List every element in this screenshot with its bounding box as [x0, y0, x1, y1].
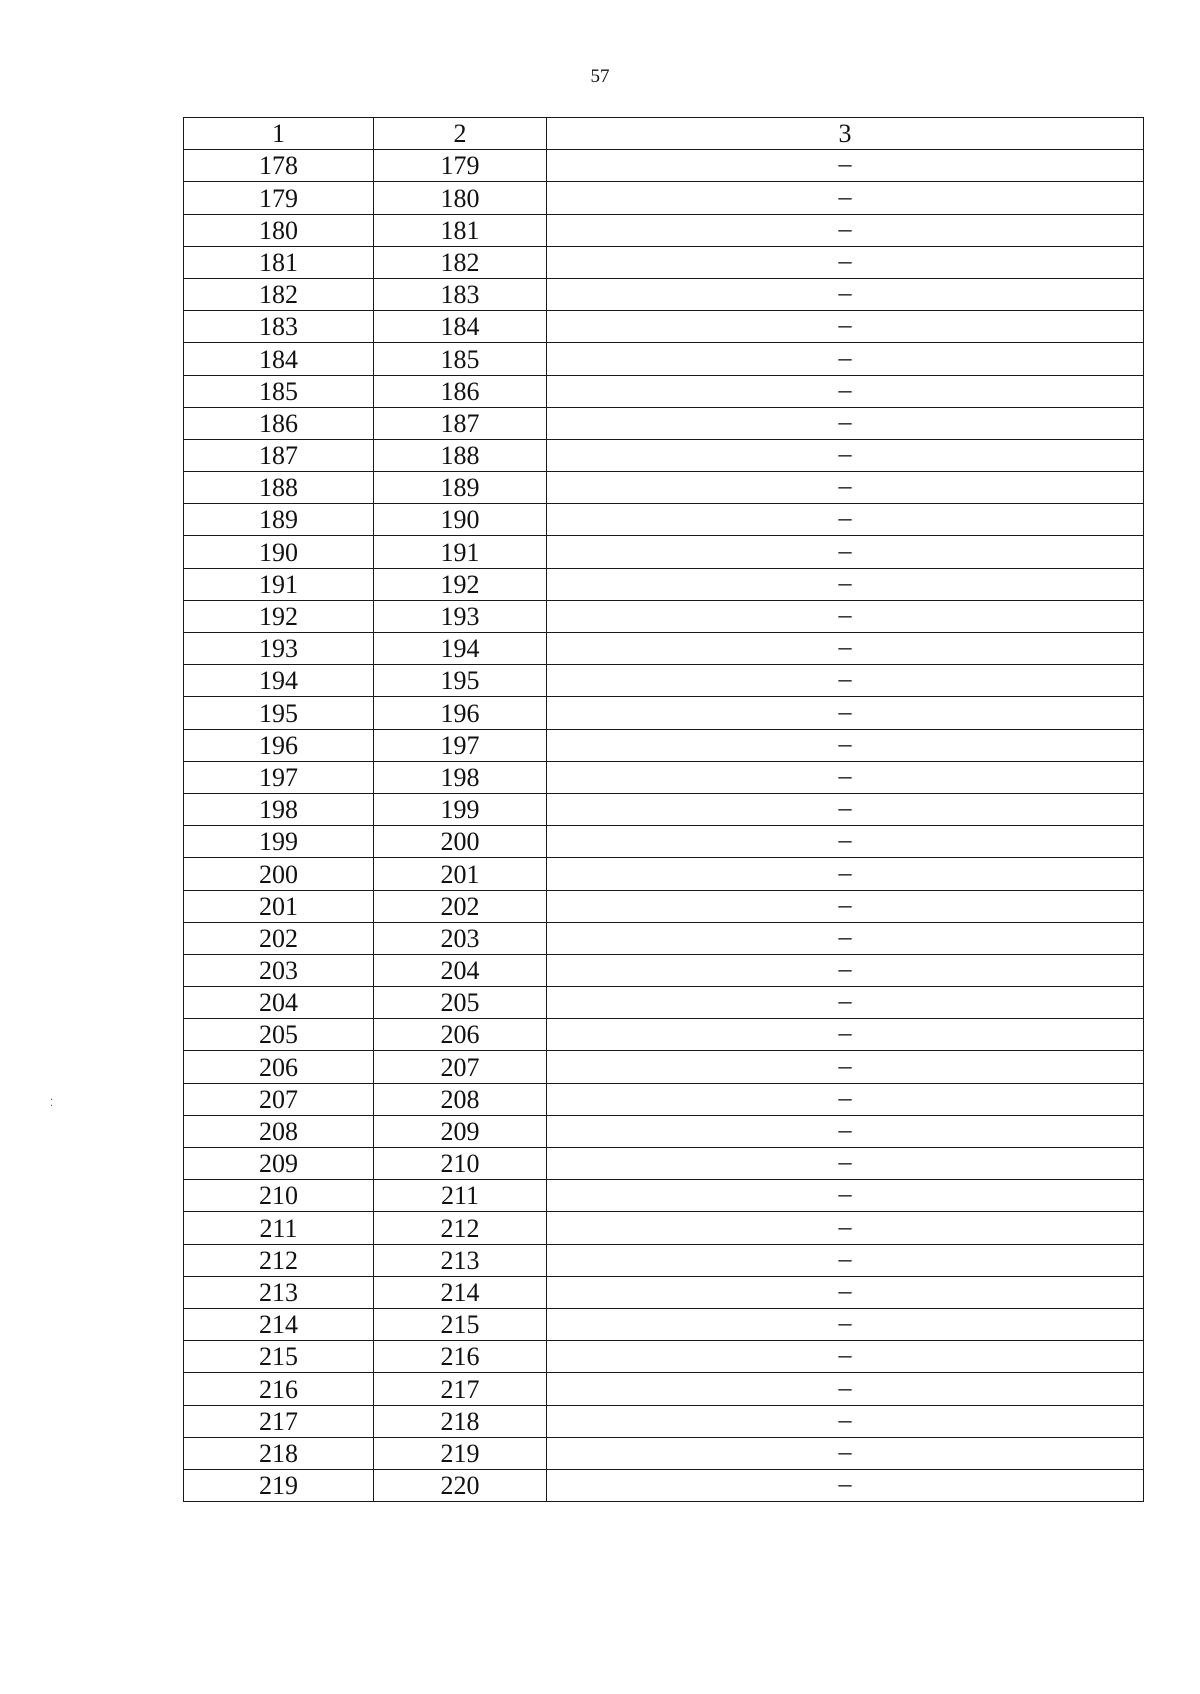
table-cell-col3 — [547, 536, 1144, 568]
table-row — [184, 182, 1144, 214]
table-cell-col3 — [547, 1244, 1144, 1276]
column-header-2: 2 — [374, 118, 547, 150]
table-row — [184, 1051, 1144, 1083]
table-cell-col2: 200 — [374, 826, 547, 858]
table-row — [184, 246, 1144, 278]
dash-mark: – — [838, 310, 852, 340]
table-cell-col2: 202 — [374, 890, 547, 922]
table-cell-col1: 185 — [184, 375, 374, 407]
table-cell-col2: 210 — [374, 1148, 547, 1180]
dash-mark: – — [838, 1179, 852, 1209]
table-cell-col2: 197 — [374, 729, 547, 761]
dash-mark: – — [838, 889, 852, 919]
dash-mark: – — [838, 1340, 852, 1370]
table-cell-col3 — [547, 890, 1144, 922]
dash-mark: – — [838, 728, 852, 758]
dash-mark: – — [838, 181, 852, 211]
table-cell-col3 — [547, 375, 1144, 407]
table-cell-col1: 182 — [184, 278, 374, 310]
table-cell-col1: 217 — [184, 1405, 374, 1437]
dash-mark: – — [838, 1372, 852, 1402]
table-cell-col2: 186 — [374, 375, 547, 407]
table-cell-col1: 189 — [184, 504, 374, 536]
table-cell-col2: 182 — [374, 246, 547, 278]
table-cell-col3 — [547, 407, 1144, 439]
table-row — [184, 665, 1144, 697]
table-cell-col3 — [547, 1469, 1144, 1501]
table-row — [184, 1308, 1144, 1340]
table-cell-col2: 204 — [374, 954, 547, 986]
table-cell-col3 — [547, 1115, 1144, 1147]
table-cell-col1: 201 — [184, 890, 374, 922]
table-cell-col2: 216 — [374, 1341, 547, 1373]
table-cell-col1: 200 — [184, 858, 374, 890]
table-row — [184, 1019, 1144, 1051]
table-cell-col2: 184 — [374, 311, 547, 343]
table-cell-col2: 212 — [374, 1212, 547, 1244]
dash-mark: – — [838, 1018, 852, 1048]
dash-mark: – — [838, 857, 852, 887]
table-row — [184, 1244, 1144, 1276]
table-cell-col2: 194 — [374, 633, 547, 665]
table-cell-col3 — [547, 922, 1144, 954]
table-row — [184, 568, 1144, 600]
dash-mark: – — [838, 374, 852, 404]
table-cell-col3 — [547, 1180, 1144, 1212]
table-cell-col1: 218 — [184, 1437, 374, 1469]
table-cell-col3 — [547, 697, 1144, 729]
dash-mark: – — [838, 213, 852, 243]
table-body — [184, 150, 1144, 1502]
dash-mark: – — [838, 149, 852, 179]
table-cell-col2: 179 — [374, 150, 547, 182]
dash-mark: – — [838, 278, 852, 308]
dash-mark: – — [838, 1243, 852, 1273]
table-row — [184, 633, 1144, 665]
table-row — [184, 214, 1144, 246]
dash-mark: – — [838, 664, 852, 694]
dash-mark: – — [838, 406, 852, 436]
table-cell-col1: 179 — [184, 182, 374, 214]
dash-mark: – — [838, 439, 852, 469]
table-cell-col2: 198 — [374, 761, 547, 793]
dash-mark: – — [838, 342, 852, 372]
dash-mark: – — [838, 1275, 852, 1305]
dash-mark: – — [838, 632, 852, 662]
dash-mark: – — [838, 825, 852, 855]
table-cell-col2: 218 — [374, 1405, 547, 1437]
table-cell-col3 — [547, 1276, 1144, 1308]
table-cell-col1: 186 — [184, 407, 374, 439]
table-cell-col3 — [547, 504, 1144, 536]
table-row — [184, 407, 1144, 439]
dash-mark: – — [838, 954, 852, 984]
table-cell-col3 — [547, 1405, 1144, 1437]
table-cell-col1: 193 — [184, 633, 374, 665]
table-row — [184, 1083, 1144, 1115]
table-cell-col1: 195 — [184, 697, 374, 729]
table-cell-col2: 215 — [374, 1308, 547, 1340]
table-cell-col1: 199 — [184, 826, 374, 858]
table-row — [184, 278, 1144, 310]
table-row — [184, 793, 1144, 825]
dash-mark: – — [838, 1436, 852, 1466]
table-row — [184, 922, 1144, 954]
table-cell-col2: 188 — [374, 439, 547, 471]
table-cell-col3 — [547, 954, 1144, 986]
table-cell-col1: 202 — [184, 922, 374, 954]
table-cell-col1: 198 — [184, 793, 374, 825]
table-cell-col2: 192 — [374, 568, 547, 600]
table-row — [184, 954, 1144, 986]
table-cell-col2: 180 — [374, 182, 547, 214]
table-row — [184, 697, 1144, 729]
dash-mark: – — [838, 1308, 852, 1338]
table-cell-col1: 211 — [184, 1212, 374, 1244]
table-cell-col2: 195 — [374, 665, 547, 697]
table-row — [184, 1276, 1144, 1308]
table-cell-col1: 212 — [184, 1244, 374, 1276]
table-cell-col1: 206 — [184, 1051, 374, 1083]
table-cell-col3 — [547, 761, 1144, 793]
table-row — [184, 504, 1144, 536]
dash-mark: – — [838, 696, 852, 726]
table-cell-col3 — [547, 1308, 1144, 1340]
table-cell-col3 — [547, 343, 1144, 375]
table-cell-col2: 185 — [374, 343, 547, 375]
table-row — [184, 472, 1144, 504]
table-row — [184, 150, 1144, 182]
table-cell-col3 — [547, 1341, 1144, 1373]
table-cell-col3 — [547, 729, 1144, 761]
table-cell-col1: 194 — [184, 665, 374, 697]
table-cell-col3 — [547, 600, 1144, 632]
header-row — [184, 118, 1144, 150]
table-cell-col1: 214 — [184, 1308, 374, 1340]
table-cell-col2: 219 — [374, 1437, 547, 1469]
table-row — [184, 858, 1144, 890]
data-table — [183, 117, 1144, 1502]
table-cell-col3 — [547, 1212, 1144, 1244]
dash-mark: – — [838, 1211, 852, 1241]
dash-mark: – — [838, 1082, 852, 1112]
dash-mark: – — [838, 503, 852, 533]
table-row — [184, 826, 1144, 858]
table-cell-col2: 214 — [374, 1276, 547, 1308]
table-cell-col3 — [547, 987, 1144, 1019]
table-row — [184, 890, 1144, 922]
table-cell-col3 — [547, 311, 1144, 343]
table-row — [184, 1437, 1144, 1469]
table-row — [184, 311, 1144, 343]
table-cell-col1: 183 — [184, 311, 374, 343]
dash-mark: – — [838, 1469, 852, 1499]
table-cell-col1: 184 — [184, 343, 374, 375]
table-cell-col3 — [547, 472, 1144, 504]
table-cell-col1: 208 — [184, 1115, 374, 1147]
table-cell-col2: 181 — [374, 214, 547, 246]
table-cell-col2: 206 — [374, 1019, 547, 1051]
table-cell-col1: 192 — [184, 600, 374, 632]
dash-mark: – — [838, 1115, 852, 1144]
table-cell-col1: 180 — [184, 214, 374, 246]
table-cell-col2: 193 — [374, 600, 547, 632]
table-cell-col1: 209 — [184, 1148, 374, 1180]
table-cell-col2: 199 — [374, 793, 547, 825]
table-cell-col1: 219 — [184, 1469, 374, 1501]
table-row — [184, 761, 1144, 793]
table-cell-col2: 190 — [374, 504, 547, 536]
table-cell-col1: 181 — [184, 246, 374, 278]
table-cell-col2: 201 — [374, 858, 547, 890]
table-cell-col3 — [547, 1437, 1144, 1469]
column-header-3: 3 — [547, 118, 1144, 150]
table-row — [184, 439, 1144, 471]
table-row — [184, 1405, 1144, 1437]
scan-speck: ⁚ — [50, 1098, 54, 1109]
dash-mark: – — [838, 986, 852, 1016]
table-cell-col3 — [547, 246, 1144, 278]
table-cell-col3 — [547, 150, 1144, 182]
table-row — [184, 536, 1144, 568]
table-cell-col1: 203 — [184, 954, 374, 986]
column-header-1: 1 — [184, 118, 374, 150]
dash-mark: – — [838, 1050, 852, 1080]
table-cell-col1: 207 — [184, 1083, 374, 1115]
table-row — [184, 375, 1144, 407]
table-row — [184, 987, 1144, 1019]
table-cell-col1: 191 — [184, 568, 374, 600]
dash-mark: – — [838, 1404, 852, 1434]
dash-mark: – — [838, 535, 852, 565]
table-cell-col2: 217 — [374, 1373, 547, 1405]
table-cell-col3 — [547, 1148, 1144, 1180]
dash-mark: – — [838, 1147, 852, 1177]
table-cell-col2: 203 — [374, 922, 547, 954]
dash-mark: – — [838, 793, 852, 823]
table-cell-col1: 197 — [184, 761, 374, 793]
table-cell-col1: 204 — [184, 987, 374, 1019]
table-row — [184, 1341, 1144, 1373]
table-row — [184, 1148, 1144, 1180]
table-cell-col3 — [547, 1019, 1144, 1051]
dash-mark: – — [838, 600, 852, 629]
table-row — [184, 1180, 1144, 1212]
table-cell-col3 — [547, 439, 1144, 471]
table-cell-col1: 187 — [184, 439, 374, 471]
table-cell-col2: 211 — [374, 1180, 547, 1212]
table-cell-col2: 183 — [374, 278, 547, 310]
table-cell-col3 — [547, 278, 1144, 310]
dash-mark: – — [838, 921, 852, 951]
table-cell-col1: 210 — [184, 1180, 374, 1212]
table-cell-col2: 187 — [374, 407, 547, 439]
table-cell-col2: 208 — [374, 1083, 547, 1115]
table-row — [184, 1469, 1144, 1501]
table-cell-col3 — [547, 182, 1144, 214]
table-cell-col2: 213 — [374, 1244, 547, 1276]
table-cell-col3 — [547, 214, 1144, 246]
dash-mark: – — [838, 567, 852, 597]
table-row — [184, 1212, 1144, 1244]
table-cell-col3 — [547, 826, 1144, 858]
table-cell-col1: 213 — [184, 1276, 374, 1308]
table-cell-col3 — [547, 633, 1144, 665]
table-cell-col1: 216 — [184, 1373, 374, 1405]
table-cell-col2: 189 — [374, 472, 547, 504]
dash-mark: – — [838, 245, 852, 275]
table-row — [184, 600, 1144, 632]
table-cell-col1: 188 — [184, 472, 374, 504]
table-cell-col1: 178 — [184, 150, 374, 182]
table-cell-col2: 207 — [374, 1051, 547, 1083]
table-cell-col3 — [547, 858, 1144, 890]
dash-mark: – — [838, 471, 852, 501]
table-cell-col3 — [547, 665, 1144, 697]
table-header — [184, 118, 1144, 150]
table-cell-col2: 220 — [374, 1469, 547, 1501]
table-cell-col2: 191 — [374, 536, 547, 568]
table-row — [184, 1373, 1144, 1405]
table-cell-col1: 205 — [184, 1019, 374, 1051]
page-number: 57 — [590, 66, 610, 87]
table-cell-col1: 190 — [184, 536, 374, 568]
table-cell-col2: 196 — [374, 697, 547, 729]
dash-mark: – — [838, 760, 852, 790]
table-cell-col3 — [547, 1051, 1144, 1083]
table-cell-col3 — [547, 1373, 1144, 1405]
table-cell-col1: 196 — [184, 729, 374, 761]
table-cell-col3 — [547, 568, 1144, 600]
table-row — [184, 729, 1144, 761]
table-cell-col2: 205 — [374, 987, 547, 1019]
table-cell-col2: 209 — [374, 1115, 547, 1147]
table-row — [184, 1115, 1144, 1147]
table-cell-col3 — [547, 793, 1144, 825]
table-cell-col3 — [547, 1083, 1144, 1115]
table-row — [184, 343, 1144, 375]
table-cell-col1: 215 — [184, 1341, 374, 1373]
